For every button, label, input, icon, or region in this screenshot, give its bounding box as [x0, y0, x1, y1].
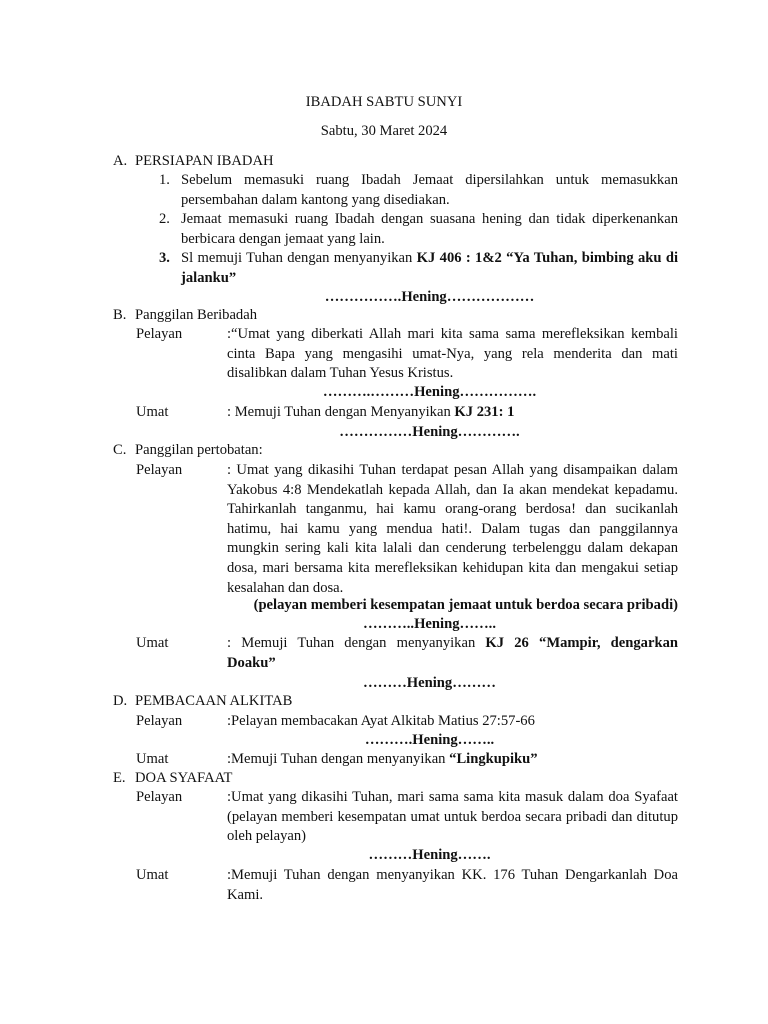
hening-divider: ………Hening…….: [368, 847, 491, 863]
section-title: Panggilan Beribadah: [135, 307, 257, 323]
hening-divider: ………Hening………: [363, 675, 496, 691]
section-letter: C.: [113, 442, 127, 458]
role-label-pelayan: Pelayan: [136, 326, 183, 342]
song-reference: KJ 26 “Mampir, dengarkan Doaku”: [227, 635, 678, 671]
role-label-umat: Umat: [136, 751, 169, 767]
section-letter: D.: [113, 693, 128, 709]
item-number: 1.: [159, 172, 170, 188]
section-a-heading: [113, 152, 274, 172]
item-number: 2.: [159, 211, 170, 227]
instruction-note: (pelayan memberi kesempatan jemaat untuk berdoa secara pribadi): [253, 597, 678, 613]
list-item-3: [159, 249, 678, 288]
section-c-heading: [113, 441, 263, 461]
hening-divider: ……………Hening………….: [339, 424, 520, 440]
hening-divider: ………..Hening……..: [363, 616, 496, 632]
item-text: [181, 249, 678, 288]
document-title: IBADAH SABTU SUNYI: [305, 94, 463, 110]
song-reference: KJ 406 : 1&2 “Ya Tuhan, bimbing aku di jalanku”: [181, 250, 678, 286]
role-label-pelayan: Pelayan: [136, 713, 183, 729]
section-title: Panggilan pertobatan:: [135, 442, 263, 458]
section-letter: B.: [113, 307, 127, 323]
section-d-heading: [113, 692, 292, 712]
item-text: Jemaat memasuki ruang Ibadah dengan suasana hening dan tidak diperkenankan berbicara dengan jemaat yang lain.: [181, 211, 678, 247]
role-label-umat: Umat: [136, 635, 169, 651]
section-title: PEMBACAAN ALKITAB: [135, 693, 293, 709]
section-title: DOA SYAFAAT: [135, 770, 233, 786]
pelayan-text: :Umat yang dikasihi Tuhan, mari sama sama kita masuk dalam doa Syafaat (pelayan memberi kesempatan umat untuk berdoa secara pribadi dan ditutup oleh pelayan): [227, 789, 678, 845]
section-b-heading: [113, 306, 257, 326]
umat-text: :Memuji Tuhan dengan menyanyikan KK. 176 Tuhan Dengarkanlah Doa Kami.: [227, 867, 678, 903]
hening-divider: ……….………Hening…………….: [322, 384, 537, 400]
umat-text: [227, 750, 678, 770]
umat-text-plain: :Memuji Tuhan dengan menyanyikan: [227, 751, 450, 767]
list-item-1: [159, 171, 678, 210]
pelayan-text: :Pelayan membacakan Ayat Alkitab Matius 27:57-66: [227, 713, 535, 729]
role-label-umat: Umat: [136, 867, 169, 883]
document-date: Sabtu, 30 Maret 2024: [320, 123, 448, 139]
section-title: PERSIAPAN IBADAH: [135, 153, 274, 169]
pelayan-text: :“Umat yang diberkati Allah mari kita sama sama merefleksikan kembali cinta Bapa yang mengasihi umat-Nya, yang rela menderita dan mati disalibkan dalam Tuhan Yesus Kristus.: [227, 326, 678, 382]
role-label-pelayan: Pelayan: [136, 789, 183, 805]
hening-divider: …………….Hening………………: [324, 289, 535, 305]
umat-text-plain: : Memuji Tuhan dengan Menyanyikan: [227, 404, 455, 420]
item-text: Sebelum memasuki ruang Ibadah Jemaat dipersilahkan untuk memasukkan persembahan dalam kantong yang disediakan.: [181, 172, 678, 208]
umat-text-plain: : Memuji Tuhan dengan menyanyikan: [227, 635, 486, 651]
section-letter: A.: [113, 153, 128, 169]
pelayan-text: : Umat yang dikasihi Tuhan terdapat pesan Allah yang disampaikan dalam Yakobus 4:8 Mendekatlah kepada Allah, dan Ia akan mendekat kepadamu. Tahirkanlah tanganmu, hai kamu orang-orang berdosa! dan sucikanlah hatimu, hai kamu yang mendua hati!. Dalam tugas dan panggilannya mungkin sering kali kita lalali dan cenderung terbelenggu dalam dekapan dosa, mari bersama kita merefleksikan kehidupan kita dan mengakui setiap kesalahan dan dosa.: [227, 462, 678, 596]
hening-divider: ……….Hening……..: [364, 732, 495, 748]
section-e-heading: [113, 769, 232, 789]
song-reference: KJ 231: 1: [454, 404, 515, 420]
umat-text: [227, 403, 678, 423]
song-reference: “Lingkupiku”: [449, 751, 538, 767]
item-number: 3.: [159, 250, 170, 266]
umat-text: [227, 634, 678, 673]
list-item-2: [159, 210, 678, 249]
section-letter: E.: [113, 770, 126, 786]
item-text-plain: Sl memuji Tuhan dengan menyanyikan: [181, 250, 417, 266]
role-label-umat: Umat: [136, 404, 169, 420]
role-label-pelayan: Pelayan: [136, 462, 183, 478]
